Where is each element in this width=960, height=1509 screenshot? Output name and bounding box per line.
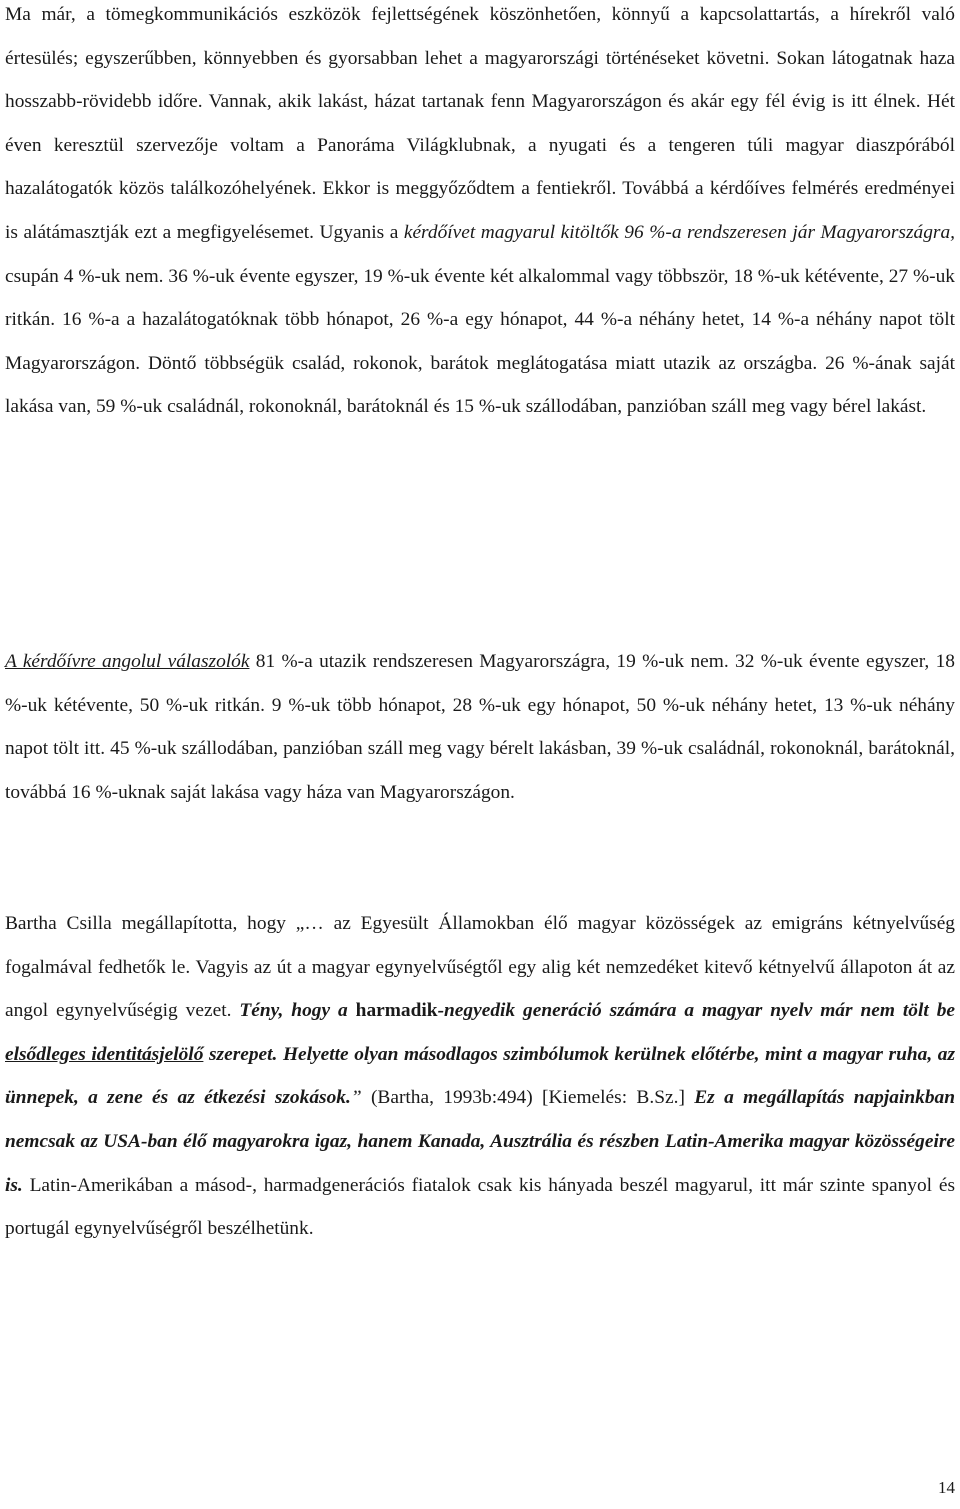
italic-underlined-emphasis: A kérdőívre angolul válaszolók (5, 651, 250, 672)
paragraph-text: Ma már, a tömegkommunikációs eszközök fejlettségének köszönhetően, könnyű a kapcsolattartás, a hírekről való értesülés; egyszerűbben, könnyebben és gyorsabban lehet a magyarországi történéseket követni. Sokan látogatnak haza hosszabb-rövidebb időre. Vannak, akik lakást, házat tartanak fenn Magyarországon és akár egy fél évig is itt élnek. Hét éven keresztül szervezője voltam a Panoráma Világklubnak, a nyugati és a tengeren túli magyar diaszpórából hazalátogatók közös találkozóhelyének. Ekkor is meggyőződtem a fentiekről. Továbbá a kérdőíves felmérés eredményei is alátámasztják ezt a megfigyelésemet. Ugyanis a (5, 4, 955, 243)
bold-italic-underlined-emphasis: elsődleges identitásjelölő (5, 1043, 204, 1065)
paragraph-text: Bartha Csilla megállapította, hogy „… az Egyesült Államokban élő magyar közösségek az emigráns kétnyelvűség fogalmával fedhetők le. Vagyis az út a magyar egynyelvűségtől egy alig két nemzedéket kitevő kétnyelvű állapoton át az angol egynyelvűségig vezet. (5, 913, 955, 1022)
paragraph-english-respondents (5, 640, 955, 814)
paragraph-visits (5, 0, 955, 429)
bold-emphasis: harmadik (355, 1000, 438, 1022)
paragraph-bartha-quote (5, 902, 955, 1251)
bold-italic-emphasis: szerepet. Helyette olyan másodlagos szimbólumok kerülnek előtérbe, mint a magyar ruha, az ünnepek, a zene és az étkezési szokások. (5, 1043, 956, 1109)
italic-emphasis: kérdőívet magyarul kitöltők 96 %-a rendszeresen jár Magyarországra, (403, 221, 955, 243)
citation-text: (Bartha, 1993b:494) [Kiemelés: B.Sz.] (361, 1087, 695, 1109)
page-number: 14 (938, 1478, 955, 1497)
bold-italic-emphasis: Ez a megállapítás napjainkban nemcsak az USA-ban élő magyarokra igaz, hanem Kanada, Ausztrália és részben Latin-Amerika magyar közösségeire is. (5, 1087, 955, 1196)
closing-quote: ” (350, 1087, 362, 1109)
bold-italic-emphasis: -negyedik generáció számára a magyar nyelv már nem tölt be (437, 1000, 956, 1022)
bold-italic-emphasis: Tény, hogy a (239, 1000, 356, 1022)
paragraph-text: 81 %-a utazik rendszeresen Magyarországra, 19 %-uk nem. 32 %-uk évente egyszer, 18 %-uk kétévente, 50 %-uk ritkán. 9 %-uk több hónapot, 28 %-uk egy hónapot, 50 %-uk néhány hetet, 13 %-uk néhány napot tölt itt. 45 %-uk szállodában, panzióban száll meg vagy bérelt lakásban, 39 %-uk családnál, rokonoknál, barátoknál, továbbá 16 %-uknak saját lakása vagy háza van Magyarországon. (5, 651, 955, 803)
paragraph-text: csupán 4 %-uk nem. 36 %-uk évente egyszer, 19 %-uk évente két alkalommal vagy többször, 18 %-uk kétévente, 27 %-uk ritkán. 16 %-a a hazalátogatóknak több hónapot, 26 %-a egy hónapot, 44 %-a néhány hetet, 14 %-a néhány napot tölt Magyarországon. Döntő többségük család, rokonok, barátok meglátogatása miatt utazik az országba. 26 %-ának saját lakása van, 59 %-uk családnál, rokonoknál, barátoknál és 15 %-uk szállodában, panzióban száll meg vagy bérel lakást. (5, 265, 955, 418)
paragraph-text: Latin-Amerikában a másod-, harmadgenerációs fiatalok csak kis hányada beszél magyarul, itt már szinte spanyol és portugál egynyelvűségről beszélhetünk. (5, 1174, 955, 1240)
